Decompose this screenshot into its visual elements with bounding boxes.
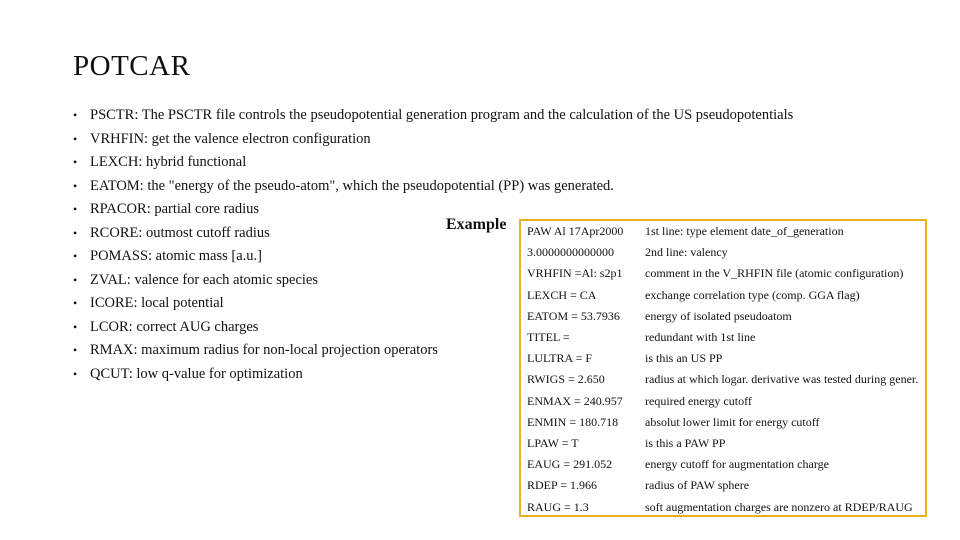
bullet-text: EATOM: the "energy of the pseudo-atom", which the pseudopotential (PP) was generated. [90,177,614,194]
example-key: LULTRA = F [527,351,593,366]
example-label: Example [446,216,507,233]
example-key: LEXCH = CA [527,287,597,302]
bullet-text: ICORE: local potential [90,295,224,311]
bullet-dot: • [73,343,78,357]
example-row [527,497,921,518]
example-description: energy cutoff for augmentation charge [645,457,829,472]
bullet-text: POMASS: atomic mass [a.u.] [90,248,262,264]
example-row [527,306,921,327]
example-key: EAUG = 291.052 [527,457,613,472]
bullet-text: PSCTR: The PSCTR file controls the pseudopotential generation program and the calculation of the US pseudopotentials [90,107,794,123]
bullet-dot: • [73,131,78,146]
example-description: is this an US PP [645,351,723,366]
example-description: radius of PAW sphere [645,478,750,493]
example-row [527,412,921,433]
example-key: RAUG = 1.3 [527,499,589,514]
example-row [527,348,921,369]
example-description: redundant with 1st line [645,330,756,344]
example-row [527,454,921,475]
bullet-dot: • [73,296,78,310]
list-item [73,198,793,222]
bullet-dot: • [73,202,78,216]
example-row [527,475,921,496]
bullet-text: VRHFIN: get the valence electron configuration [90,130,371,147]
bullet-dot: • [73,178,78,193]
example-key: RWIGS = 2.650 [527,372,605,387]
example-description: is this a PAW PP [645,436,726,450]
example-key: EATOM = 53.7936 [527,308,620,323]
example-key: ENMIN = 180.718 [527,414,619,429]
example-description: soft augmentation charges are nonzero at RDEP/RAUG [645,499,913,514]
bullet-text: LEXCH: hybrid functional [90,154,247,170]
example-row [527,433,921,454]
bullet-dot: • [73,108,78,122]
example-key: RDEP = 1.966 [527,478,597,493]
bullet-dot: • [73,155,78,169]
bullet-dot: • [73,272,78,287]
bullet-text: RMAX: maximum radius for non-local projection operators [90,342,438,358]
example-key: PAW Al 17Apr2000 [527,224,624,238]
example-box [519,219,927,517]
bullet-text: ZVAL: valence for each atomic species [90,271,319,288]
example-row [527,285,921,306]
example-description: 1st line: type element date_of_generation [645,224,844,238]
bullet-dot: • [73,249,78,263]
example-description: comment in the V_RHFIN file (atomic configuration) [645,266,904,281]
bullet-dot: • [73,319,78,334]
list-item [73,128,793,152]
bullet-text: QCUT: low q-value for optimization [90,365,303,382]
bullet-text: LCOR: correct AUG charges [90,318,259,335]
bullet-text: RPACOR: partial core radius [90,201,260,217]
example-description: radius at which logar. derivative was tested during gener. [645,372,919,387]
example-key: ENMAX = 240.957 [527,393,623,408]
list-item [73,104,793,128]
example-row [527,391,921,412]
example-key: VRHFIN =Al: s2p1 [527,266,623,281]
page-title: POTCAR [73,50,191,82]
example-description: absolut lower limit for energy cutoff [645,414,820,429]
example-row [527,242,921,263]
example-row [527,263,921,284]
example-key: TITEL = [527,330,570,344]
example-row [527,221,921,242]
bullet-dot: • [73,225,78,240]
list-item [73,151,793,175]
example-description: exchange correlation type (comp. GGA flag) [645,287,860,302]
example-key: 3.0000000000000 [527,245,614,260]
example-description: energy of isolated pseudoatom [645,308,792,323]
bullet-dot: • [73,366,78,381]
example-description: required energy cutoff [645,393,752,408]
list-item [73,175,793,199]
example-row [527,369,921,390]
example-row [527,327,921,348]
example-key: LPAW = T [527,436,579,450]
bullet-text: RCORE: outmost cutoff radius [90,224,270,241]
example-description: 2nd line: valency [645,245,728,260]
